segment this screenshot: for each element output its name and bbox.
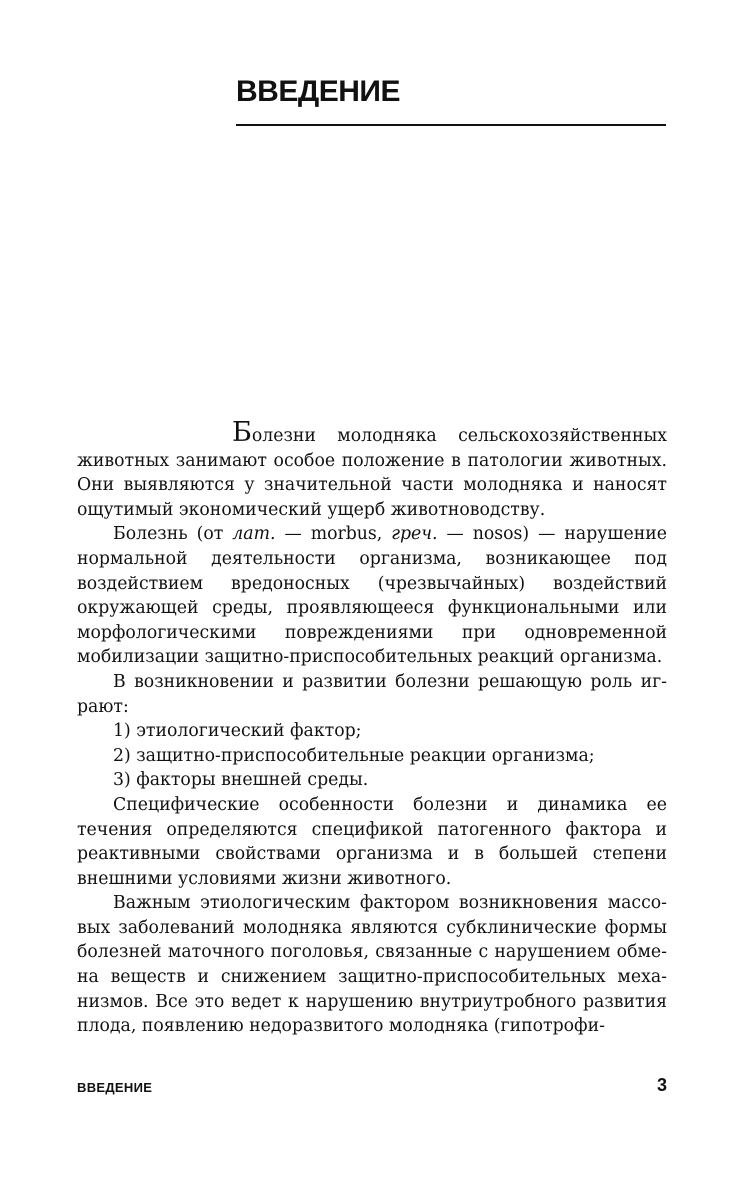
paragraph-definition	[77, 522, 667, 670]
paragraph-intro	[77, 417, 667, 522]
page-number: 3	[656, 1075, 667, 1095]
list-item: 2) защитно-приспособительные реакции организма;	[113, 745, 595, 766]
drop-cap: Б	[232, 417, 252, 448]
paragraph-etiology: Важным этиологическим фактором возникновения массовых заболеваний молодняка являются субклинические формы болезней маточного поголовья, связанные с нарушением обмена веществ и снижением защитно-приспособительных механизмов. Все это ведет к нарушению внутриутробного развития плода, появлению недоразвитого молодняка (гипотрофи-	[77, 893, 667, 1037]
paragraph-intro-text: олезни молодняка сельскохозяйственных животных занимают особое положение в патологии животных. Они выявляются у значительной части молодняка и наносят ощутимый экономический ущерб животноводству.	[77, 426, 667, 520]
latin-abbrev: лат.	[232, 524, 276, 545]
title-rule	[236, 124, 666, 126]
body-text	[77, 417, 667, 1039]
list-item: 3) факторы внешней среды.	[113, 770, 369, 791]
paragraph-roles: В возникновении и развитии болезни решающую роль играют:	[77, 671, 667, 717]
chapter-title: ВВЕДЕНИЕ	[236, 75, 400, 108]
definition-text-start: Болезнь (от	[113, 524, 233, 545]
definition-text-end: — nosos) — нарушение нормальной деятельности организма, возникающее под воздействием вредоносных (чрезвычайных) воздействий окружающей среды, проявляющееся функциональными или морфологическими повреждениями при одновременной мобилизации защитно-приспособительных реакций организма.	[77, 524, 667, 668]
definition-text-middle: — morbus,	[275, 524, 392, 545]
greek-abbrev: греч.	[391, 524, 438, 545]
list-item: 1) этиологический фактор;	[113, 721, 362, 742]
running-head: ВВЕДЕНИЕ	[77, 1080, 153, 1095]
paragraph-specifics: Специфические особенности болезни и динамика ее течения определяются спецификой патогенного фактора и реактивными свойствами организма и в большей степени внешними условиями жизни животного.	[77, 794, 667, 889]
